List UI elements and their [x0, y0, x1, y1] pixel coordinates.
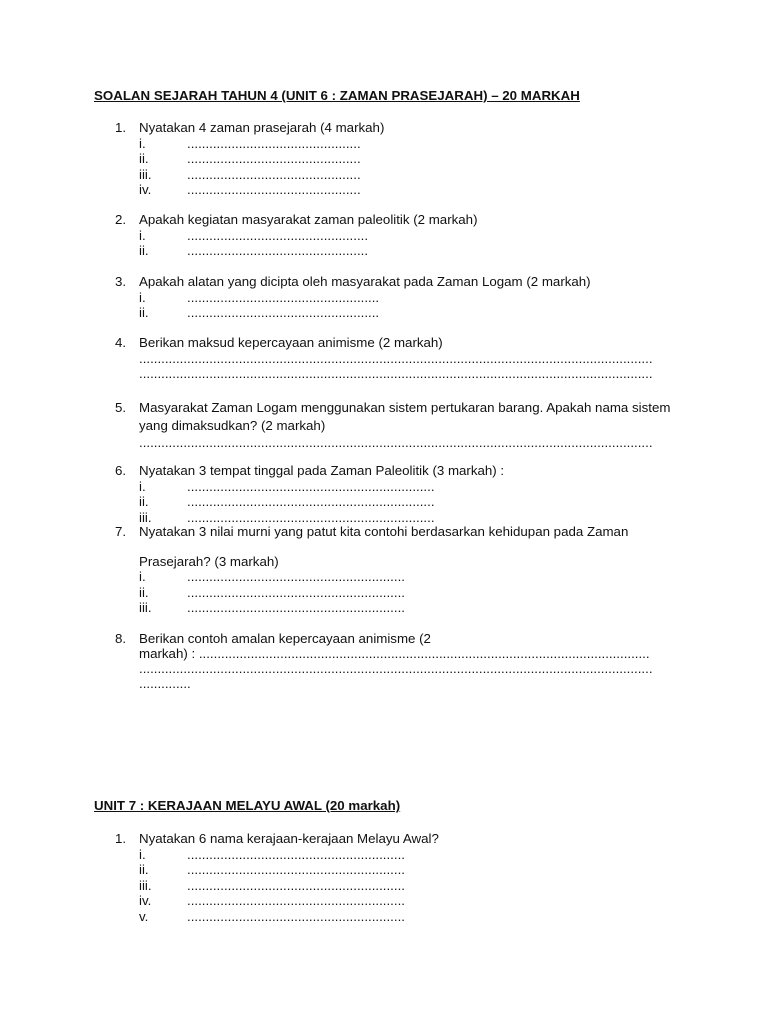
answer-item	[139, 494, 694, 510]
question-text: Masyarakat Zaman Logam menggunakan sistem pertukaran barang. Apakah nama sistem yang dimaksudkan? (2 markah)	[139, 400, 671, 433]
answer-dotted-line[interactable]: ...........................................................	[187, 569, 405, 584]
answer-item	[139, 909, 694, 925]
answer-dotted-line[interactable]: ...........................................................	[187, 846, 405, 862]
answer-item	[139, 510, 694, 526]
answer-list	[139, 569, 694, 616]
question-7	[94, 524, 694, 616]
answer-dotted-line[interactable]: .................................................	[187, 243, 369, 258]
answer-dotted-line[interactable]: .................................................	[187, 227, 369, 243]
question-number: 8.	[115, 631, 127, 646]
item-numeral: ii.	[139, 494, 149, 509]
item-numeral: ii.	[139, 151, 149, 166]
answer-item	[139, 893, 694, 909]
question-6	[94, 463, 694, 525]
answer-dotted-line[interactable]: ...........................................................	[187, 908, 405, 924]
answer-dotted-line[interactable]: ...................................................................	[187, 509, 435, 525]
answer-item	[139, 569, 694, 585]
item-numeral: i.	[139, 227, 146, 243]
answer-item	[139, 305, 694, 321]
answer-dotted-line[interactable]: ....................................................	[187, 305, 380, 320]
answer-dotted-line[interactable]: ...............................................	[187, 151, 361, 166]
question-text: Nyatakan 6 nama kerajaan-kerajaan Melayu Awal?	[139, 831, 439, 846]
item-numeral: ii.	[139, 862, 149, 877]
answer-item	[139, 243, 694, 259]
question-text: Berikan contoh amalan kepercayaan animisme (2	[139, 631, 431, 646]
item-numeral: i.	[139, 135, 146, 151]
question-number: 3.	[115, 274, 127, 289]
unit7-question-1	[94, 831, 694, 924]
question-text: Nyatakan 4 zaman prasejarah (4 markah)	[139, 120, 385, 135]
question-4	[94, 335, 694, 382]
item-numeral: iii.	[139, 877, 152, 893]
question-number: 2.	[115, 212, 127, 227]
answer-dotted-line[interactable]: ...........................................................................................................................................	[139, 350, 653, 366]
question-5	[94, 399, 694, 451]
answer-dotted-line[interactable]: ...............................................	[187, 166, 361, 182]
answer-list	[139, 228, 694, 259]
item-numeral: ii.	[139, 243, 149, 258]
answer-dotted-line[interactable]: ...............................................	[187, 135, 361, 151]
answer-dotted-line[interactable]: markah) : ..........................................................................................................................	[139, 646, 650, 661]
answer-list	[139, 290, 694, 321]
unit7-heading: UNIT 7 : KERAJAAN MELAYU AWAL (20 markah)	[94, 798, 401, 813]
question-8	[94, 631, 694, 691]
question-number: 4.	[115, 335, 127, 350]
answer-item	[139, 862, 694, 878]
answer-dotted-line[interactable]: ...........................................................................................................................................	[139, 366, 653, 381]
item-numeral: iii.	[139, 509, 152, 525]
answer-item	[139, 878, 694, 894]
answer-item	[139, 600, 694, 616]
answer-dotted-line[interactable]: ...........................................................	[187, 877, 405, 893]
answer-dotted-line[interactable]: ...........................................................	[187, 893, 405, 908]
question-number: 1.	[115, 120, 127, 135]
question-2	[94, 212, 694, 259]
item-numeral: i.	[139, 289, 146, 305]
item-numeral: iv.	[139, 182, 152, 197]
answer-dotted-line[interactable]: ...........................................................................................................................................	[139, 435, 653, 450]
item-numeral: i.	[139, 846, 146, 862]
question-3	[94, 274, 694, 321]
question-number: 7.	[115, 524, 127, 539]
answer-item	[139, 136, 694, 152]
answer-dotted-line[interactable]: ...................................................................	[187, 494, 435, 509]
answer-dotted-line[interactable]: ...................................................................	[187, 478, 435, 494]
question-text: Berikan maksud kepercayaan animisme (2 markah)	[139, 335, 443, 350]
answer-item	[139, 847, 694, 863]
answer-dotted-line[interactable]: ...............................................	[187, 182, 361, 197]
question-text: Nyatakan 3 nilai murni yang patut kita contohi berdasarkan kehidupan pada Zaman	[139, 524, 629, 539]
answer-item	[139, 228, 694, 244]
question-number: 6.	[115, 463, 127, 478]
answer-list	[139, 847, 694, 925]
question-text: Apakah alatan yang dicipta oleh masyarakat pada Zaman Logam (2 markah)	[139, 274, 591, 289]
item-numeral: ii.	[139, 305, 149, 320]
answer-item	[139, 290, 694, 306]
unit6-heading: SOALAN SEJARAH TAHUN 4 (UNIT 6 : ZAMAN PRASEJARAH) – 20 MARKAH	[94, 88, 580, 103]
unit6-section	[94, 88, 694, 104]
answer-list	[139, 479, 694, 526]
answer-dotted-line[interactable]: ...........................................................	[187, 600, 405, 615]
answer-item	[139, 151, 694, 167]
item-numeral: v.	[139, 908, 149, 924]
question-number: 5.	[115, 400, 127, 415]
item-numeral: iii.	[139, 600, 152, 615]
item-numeral: i.	[139, 569, 146, 584]
item-numeral: iii.	[139, 166, 152, 182]
answer-item	[139, 182, 694, 198]
question-text: Nyatakan 3 tempat tinggal pada Zaman Paleolitik (3 markah) :	[139, 463, 505, 478]
answer-dotted-line[interactable]: ...........................................................	[187, 862, 405, 877]
question-number: 1.	[115, 831, 127, 846]
answer-dotted-line[interactable]: ..............	[139, 676, 191, 691]
item-numeral: i.	[139, 478, 146, 494]
answer-item	[139, 585, 694, 601]
question-text-continued: Prasejarah? (3 markah)	[139, 553, 279, 569]
unit7-section	[94, 798, 694, 814]
question-1	[94, 120, 694, 198]
answer-item	[139, 167, 694, 183]
answer-dotted-line[interactable]: ...........................................................	[187, 584, 405, 600]
answer-list	[139, 136, 694, 198]
question-text: Apakah kegiatan masyarakat zaman paleolitik (2 markah)	[139, 212, 478, 227]
answer-item	[139, 479, 694, 495]
item-numeral: ii.	[139, 584, 149, 600]
answer-dotted-line[interactable]: ...........................................................................................................................................	[139, 661, 653, 676]
answer-dotted-line[interactable]: ....................................................	[187, 289, 380, 305]
item-numeral: iv.	[139, 893, 152, 908]
